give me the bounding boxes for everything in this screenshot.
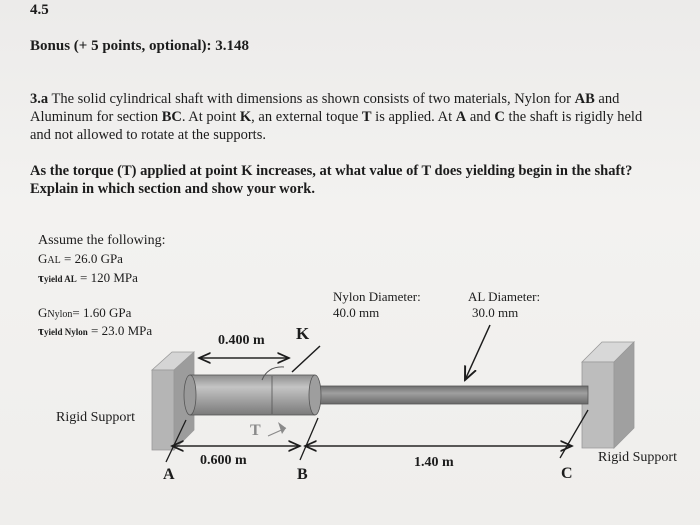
section-number: 4.5 [30,2,49,18]
dim-ab-label: 0.600 m [200,453,247,468]
point-b-label: B [297,466,308,483]
nylon-diameter-value: 40.0 mm [333,305,380,320]
aluminum-shaft-bc [312,386,588,404]
dim-k-label: 0.400 m [218,333,265,348]
torque-arrowhead [278,422,286,434]
torque-label: T [250,422,261,439]
extension-b [300,418,318,460]
rigid-support-right-label: Rigid Support [598,450,677,465]
nylon-shaft-ab [184,367,321,415]
assume-title: Assume the following: [38,233,166,248]
point-k-label: K [296,324,310,343]
nylon-diameter-label: Nylon Diameter: [333,289,421,304]
g-nylon: GNylon= 1.60 GPa [38,305,132,320]
problem-question: As the torque (T) applied at point K increases, at what value of T does yielding begin in the shaft? Explain in which section and show your work. [30,163,633,197]
point-c-label: C [561,465,573,482]
bonus-heading: Bonus (+ 5 points, optional): 3.148 [30,38,250,54]
problem-label: 3.a [30,91,49,107]
tau-yield-al: τyield AL = 120 MPa [38,270,138,285]
al-diameter-leader [465,325,490,380]
point-k-leader [292,346,320,372]
rigid-support-left-label: Rigid Support [56,410,135,425]
right-rigid-support [582,342,634,448]
tau-yield-nylon: τyield Nylon = 23.0 MPa [38,323,153,338]
g-al: GAL = 26.0 GPa [38,251,123,266]
al-diameter-value: 30.0 mm [472,305,519,320]
dim-bc-label: 1.40 m [414,455,454,470]
problem-description: 3.a The solid cylindrical shaft with dimensions as shown consists of two materials, Nylon for AB and Aluminum for section BC. At point K, an external toque T is applied. At A and C the shaft is rigidly held and not allowed to rotate at the supports. [30,91,643,143]
point-a-label: A [163,466,175,483]
al-diameter-label: AL Diameter: [468,289,541,304]
